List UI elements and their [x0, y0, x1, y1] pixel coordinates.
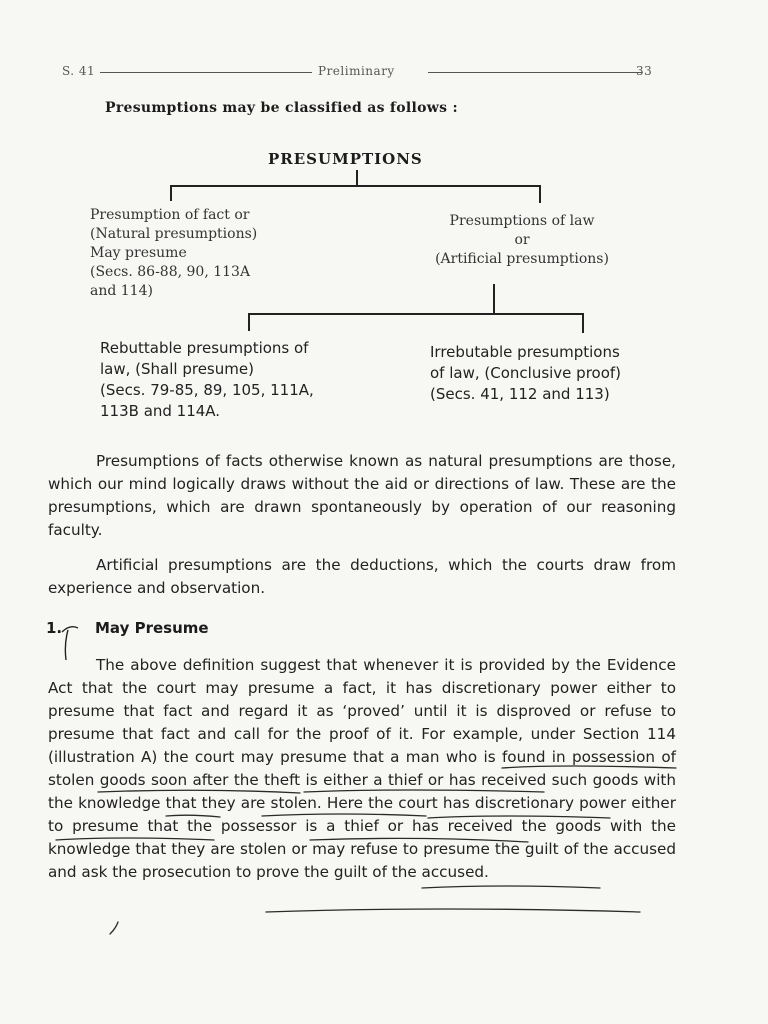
- section-number: 1.: [46, 619, 63, 637]
- header-page-number: 33: [636, 64, 653, 78]
- node-rebuttable-presumptions: Rebuttable presumptions of law, (Shall presume) (Secs. 79-85, 89, 105, 111A, 113B and 114A.: [100, 339, 314, 420]
- header-section-ref: S. 41: [62, 64, 96, 78]
- header-chapter: Preliminary: [318, 64, 395, 78]
- paragraph-natural-presumptions: Presumptions of facts otherwise known as natural presumptions are those, which our mind logically draws without the aid or directions of law. These are the presumptions, which are drawn spontaneously by operation of our reasoning faculty.: [48, 452, 676, 539]
- section-title: May Presume: [95, 619, 209, 637]
- intro-line: Presumptions may be classified as follows :: [105, 100, 458, 116]
- paragraph-may-presume: The above definition suggest that whenever it is provided by the Evidence Act that the court may presume a fact, it has discretionary power either to presume that fact and regard it as ‘proved’ until it is disproved or refuse to presume that fact and call for the proof of it. For example, under Section 114 (illustration A) the court may presume that a man who is found in possession of stolen goods soon after the theft is either a thief or has received such goods with the knowledge that they are stolen. Here the court has discretionary power either to presume that the possessor is a thief or has received the goods with the knowledge that they are stolen or may refuse to presume the guilt of the accused and ask the prosecution to prove the guilt of the accused.: [48, 656, 676, 881]
- node-irrebutable-presumptions: Irrebutable presumptions of law, (Conclusive proof) (Secs. 41, 112 and 113): [430, 343, 622, 403]
- paragraph-artificial-presumptions: Artificial presumptions are the deductions, which the courts draw from experience and observation.: [48, 556, 676, 597]
- tree-root-label: PRESUMPTIONS: [268, 150, 423, 168]
- node-presumption-of-fact: Presumption of fact or (Natural presumptions) May presume (Secs. 86-88, 90, 113A and 114): [90, 207, 258, 299]
- node-presumptions-of-law: Presumptions of law or (Artificial presumptions): [435, 213, 609, 267]
